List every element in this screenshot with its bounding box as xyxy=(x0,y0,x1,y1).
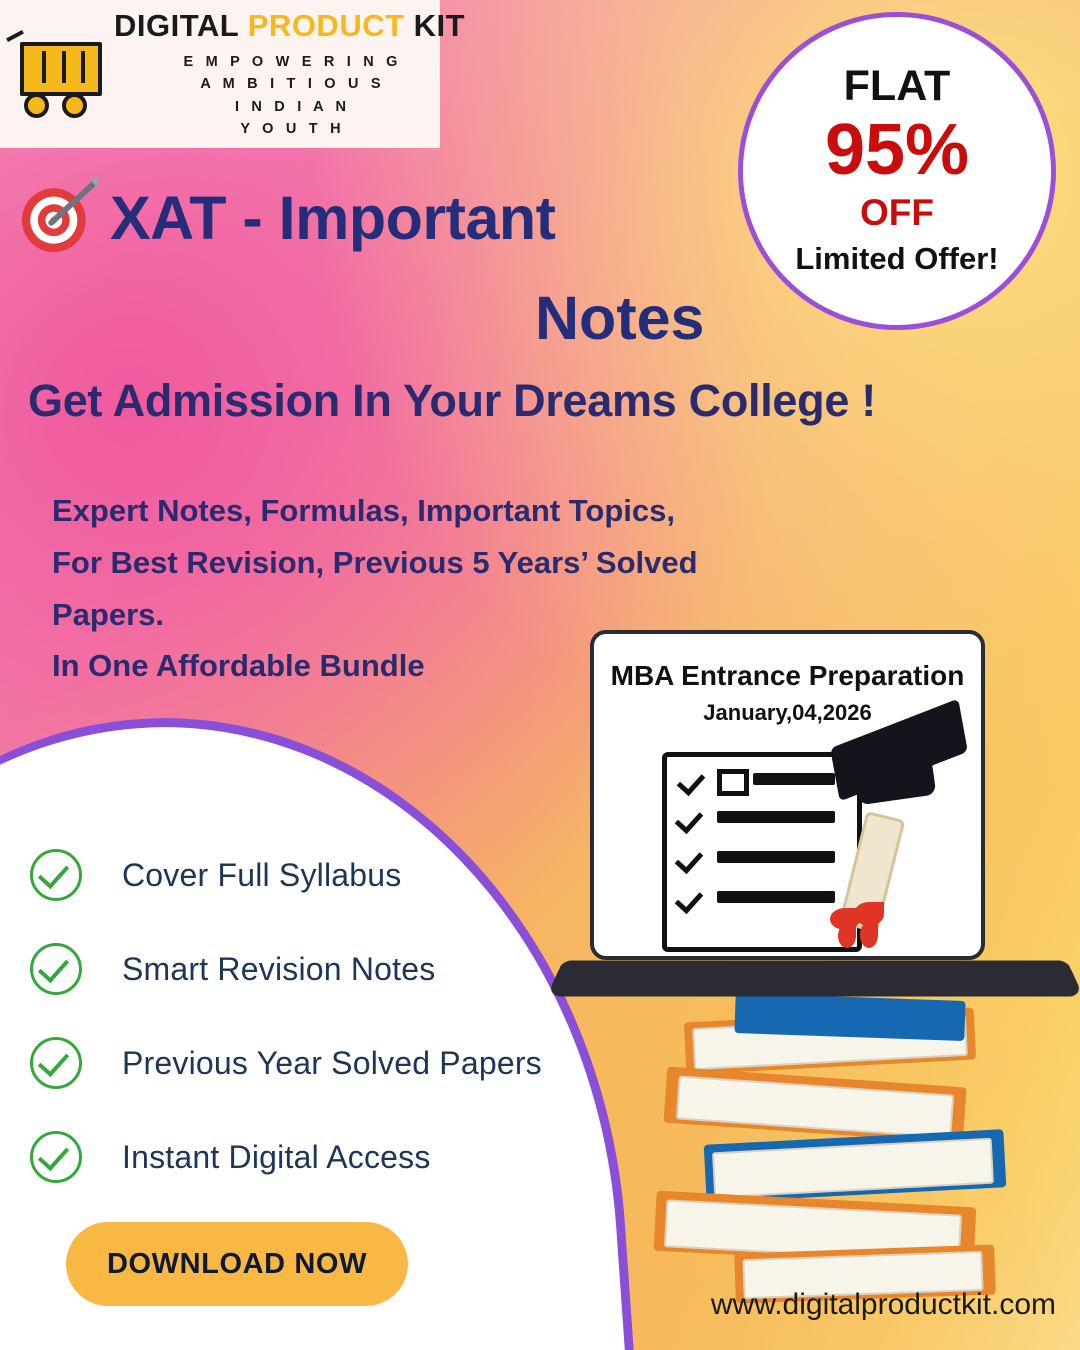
badge-percent-value: 95% xyxy=(824,109,970,190)
shopping-cart-icon xyxy=(6,26,110,122)
badge-off-label: OFF xyxy=(860,191,934,233)
check-circle-icon xyxy=(30,1037,82,1089)
page-title-line2: Notes xyxy=(535,284,705,352)
list-item xyxy=(30,922,630,1016)
brand-name xyxy=(114,8,465,44)
check-circle-icon xyxy=(30,849,82,901)
brand-tagline-line4: Y O U T H xyxy=(240,120,345,137)
description-line4: In One Affordable Bundle xyxy=(52,648,425,684)
feature-label: Previous Year Solved Papers xyxy=(122,1044,542,1081)
brand-tagline xyxy=(114,51,465,141)
ribbon-icon xyxy=(830,902,890,948)
brand-logo xyxy=(0,0,466,148)
feature-list xyxy=(30,828,630,1204)
check-circle-icon xyxy=(30,943,82,995)
badge-limited-offer-label: Limited Offer! xyxy=(795,241,999,277)
screen-title: MBA Entrance Preparation xyxy=(610,660,965,691)
description-line3: Papers. xyxy=(52,596,165,632)
brand-tagline-line3: I N D I A N xyxy=(234,98,351,115)
brand-name-part3: KIT xyxy=(413,7,466,43)
brand-tagline-line1: E M P O W E R I N G xyxy=(183,53,402,70)
feature-label: Smart Revision Notes xyxy=(122,950,436,987)
brand-name-part1: DIGITAL xyxy=(114,7,239,43)
list-item xyxy=(30,1110,630,1204)
website-url[interactable]: www.digitalproductkit.com xyxy=(710,1288,1056,1321)
check-circle-icon xyxy=(30,1131,82,1183)
list-item xyxy=(30,1016,630,1110)
dart-target-icon xyxy=(16,174,100,258)
page-subtitle: Get Admission In Your Dreams College ! xyxy=(28,375,876,426)
laptop-screen xyxy=(590,630,985,960)
brand-name-part2: PRODUCT xyxy=(247,7,405,43)
download-now-button[interactable]: DOWNLOAD NOW xyxy=(66,1222,408,1306)
laptop-books-illustration xyxy=(585,625,1080,1305)
feature-label: Cover Full Syllabus xyxy=(122,856,402,893)
brand-tagline-line2: A M B I T I O U S xyxy=(200,76,385,93)
description-line2: For Best Revision, Previous 5 Years’ Solved xyxy=(52,544,698,580)
book-item xyxy=(734,993,965,1041)
badge-flat-label: FLAT xyxy=(843,61,951,110)
list-item xyxy=(30,828,630,922)
description-line1: Expert Notes, Formulas, Important Topics, xyxy=(52,493,675,528)
screen-date: January,04,2026 xyxy=(703,700,872,725)
page-title-line1: XAT - Important xyxy=(110,184,556,252)
feature-label: Instant Digital Access xyxy=(122,1138,431,1175)
discount-badge xyxy=(738,12,1056,330)
